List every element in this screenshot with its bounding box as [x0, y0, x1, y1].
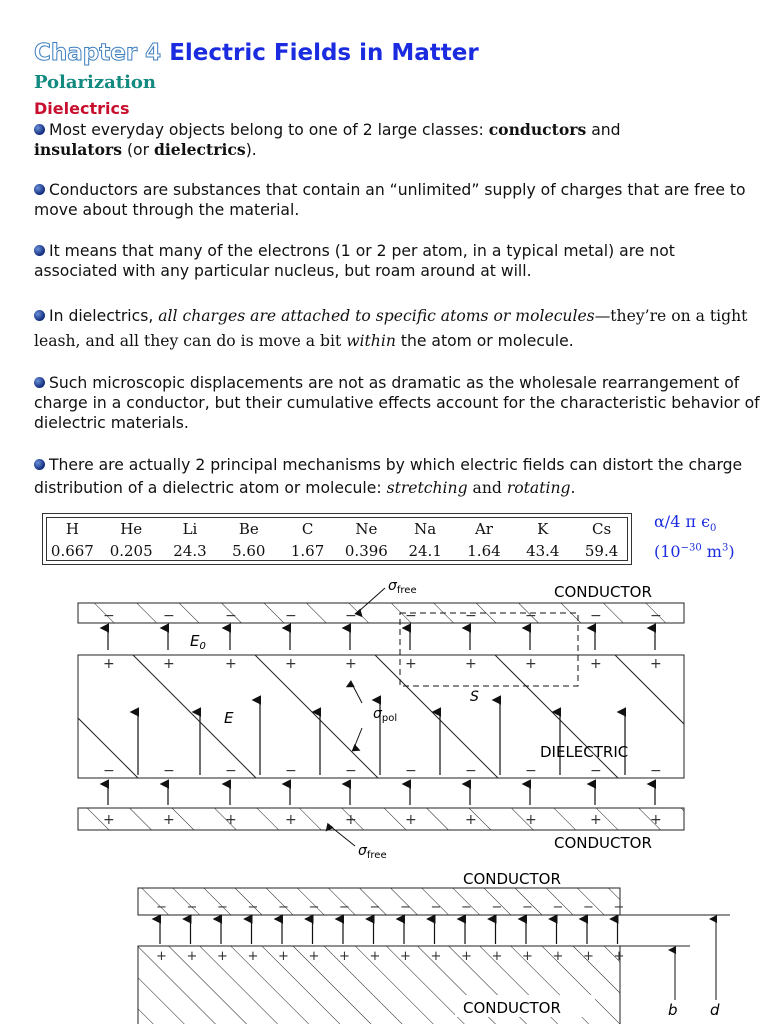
unit-label: ($10^{-30}$ $m^3$)	[654, 542, 735, 561]
minus-sign: −	[552, 900, 564, 915]
paragraph-6: There are actually 2 principal mechanisms by which electric fields can distort the charge distribution of a dielectric atom or molecule: stretching and rotating.	[34, 456, 743, 497]
element-symbol: He	[120, 520, 143, 538]
minus-sign: −	[163, 608, 175, 624]
chapter-title: Electric Fields in Matter	[169, 40, 479, 66]
dielectric-label: DIELECTRIC	[540, 743, 629, 761]
plus-sign: +	[285, 812, 297, 828]
plus-sign: +	[400, 949, 411, 964]
bullet-icon	[34, 310, 45, 321]
paragraph-5: Such microscopic displacements are not as dramatic as the wholesale rearrangement of charge in a conductor, but their cumulative effects account for the characteristic behavior of dielectric materials.	[34, 374, 760, 432]
minus-sign: −	[400, 900, 411, 915]
plus-sign: +	[650, 812, 662, 828]
page-title	[34, 40, 479, 66]
element-symbol: Na	[414, 520, 437, 538]
minus-sign: −	[465, 763, 477, 779]
element-symbol: Cs	[591, 520, 612, 538]
plus-sign: +	[465, 812, 477, 828]
bullet-icon	[34, 245, 45, 256]
paragraph-1: Most everyday objects belong to one of 2 large classes: conductors and insulators (or dielectrics).	[34, 120, 621, 159]
minus-sign: −	[225, 763, 237, 779]
bullet-icon	[34, 459, 45, 470]
plus-sign: +	[285, 656, 297, 672]
minus-sign: −	[590, 608, 602, 624]
element-symbol: H	[65, 520, 79, 538]
surface-label: S	[470, 689, 479, 705]
plus-sign: +	[405, 656, 417, 672]
plus-sign: +	[225, 656, 237, 672]
minus-sign: −	[163, 763, 175, 779]
polarizability-value: 24.3	[173, 542, 207, 560]
plus-sign: +	[339, 949, 350, 964]
bullet-icon	[34, 124, 45, 135]
bottom-conductor-label: CONDUCTOR	[554, 834, 652, 852]
plus-sign: +	[405, 812, 417, 828]
sigma-pol-label: $\sigma_{pol}$	[373, 706, 398, 724]
minus-sign: −	[583, 900, 594, 915]
plus-sign: +	[590, 812, 602, 828]
top-conductor-label: CONDUCTOR	[554, 583, 652, 601]
e0-label: $E_0$	[190, 632, 206, 652]
minus-sign: −	[103, 608, 115, 624]
subsection-heading: Dielectrics	[34, 99, 130, 118]
plus-sign: +	[247, 949, 259, 964]
polarizability-value: 5.60	[232, 542, 266, 560]
plus-sign: +	[461, 949, 472, 964]
fig2-conductor-mid-label: CONDUCTOR	[463, 999, 561, 1017]
polarizability-value: 43.4	[526, 542, 560, 560]
b-label: b	[668, 1001, 678, 1019]
plus-sign: +	[278, 949, 289, 964]
minus-sign: −	[369, 900, 381, 915]
minus-sign: −	[308, 900, 320, 915]
minus-sign: −	[405, 763, 417, 779]
polarizability-value: 0.396	[344, 542, 388, 560]
element-symbol: Be	[238, 520, 259, 538]
minus-sign: −	[525, 608, 537, 624]
minus-sign: −	[278, 900, 289, 915]
plus-sign: +	[308, 949, 320, 964]
minus-sign: −	[217, 900, 228, 915]
plus-sign: +	[156, 949, 167, 964]
minus-sign: −	[461, 900, 472, 915]
plus-sign: +	[345, 656, 357, 672]
plus-sign: +	[345, 812, 357, 828]
minus-sign: −	[103, 763, 115, 779]
plus-sign: +	[225, 812, 237, 828]
conductor-slab-figure	[0, 866, 768, 1024]
d-label: d	[710, 1001, 720, 1019]
sigma-free-bottom: $\sigma_{free}$	[358, 843, 387, 860]
polarizability-value: 0.667	[50, 542, 94, 560]
minus-sign: −	[156, 900, 167, 915]
section-heading: Polarization	[34, 72, 157, 93]
minus-sign: −	[650, 608, 662, 624]
minus-sign: −	[650, 763, 662, 779]
minus-sign: −	[522, 900, 533, 915]
minus-sign: −	[525, 763, 537, 779]
capacitor-dielectric-figure	[0, 570, 768, 860]
minus-sign: −	[491, 900, 503, 915]
element-symbol: K	[537, 520, 549, 538]
bullet-icon	[34, 377, 45, 388]
value-row	[43, 542, 631, 560]
plus-sign: +	[552, 949, 564, 964]
element-symbol: Ar	[474, 520, 493, 538]
plus-sign: +	[522, 949, 533, 964]
plus-sign: +	[103, 812, 115, 828]
plus-sign: +	[430, 949, 442, 964]
paragraph-2: Conductors are substances that contain an “unlimited” supply of charges that are free to move about through the material.	[34, 181, 746, 219]
plus-sign: +	[465, 656, 477, 672]
plus-sign: +	[103, 656, 115, 672]
polarizability-value: 1.64	[467, 542, 501, 560]
element-symbol: C	[301, 520, 314, 538]
minus-sign: −	[285, 608, 297, 624]
minus-sign: −	[345, 608, 357, 624]
minus-sign: −	[613, 900, 625, 915]
e-label: E	[224, 709, 234, 727]
chapter-label: Chapter 4	[34, 40, 162, 66]
minus-sign: −	[405, 608, 417, 624]
polarizability-value: 59.4	[584, 542, 619, 560]
minus-sign: −	[430, 900, 442, 915]
bullet-icon	[34, 184, 45, 195]
minus-sign: −	[465, 608, 477, 624]
minus-sign: −	[590, 763, 602, 779]
plus-sign: +	[613, 949, 625, 964]
plus-sign: +	[163, 656, 175, 672]
plus-sign: +	[590, 656, 602, 672]
paragraph-3: It means that many of the electrons (1 or 2 per atom, in a typical metal) are not associated with any particular nucleus, but roam around at will.	[34, 242, 675, 280]
minus-sign: −	[345, 763, 357, 779]
minus-sign: −	[247, 900, 259, 915]
quantity-label: α/4 π $\epsilon_0$	[654, 512, 717, 535]
minus-sign: −	[339, 900, 350, 915]
minus-sign: −	[285, 763, 297, 779]
polarizability-value: 0.205	[109, 542, 153, 560]
minus-sign: −	[225, 608, 237, 624]
polarizability-value: 24.1	[408, 542, 442, 560]
sigma-free-top: $\sigma_{free}$	[388, 578, 417, 596]
element-symbol: Ne	[355, 520, 378, 538]
polarizability-table	[42, 513, 632, 565]
plus-sign: +	[491, 949, 503, 964]
fig2-conductor-top-label: CONDUCTOR	[463, 870, 561, 888]
plus-sign: +	[525, 656, 537, 672]
polarizability-value: 1.67	[290, 542, 325, 560]
plus-sign: +	[525, 812, 537, 828]
minus-sign: −	[186, 900, 198, 915]
plus-sign: +	[650, 656, 662, 672]
plus-sign: +	[186, 949, 198, 964]
plus-sign: +	[369, 949, 381, 964]
plus-sign: +	[583, 949, 594, 964]
element-symbol: Li	[182, 520, 198, 538]
plus-sign: +	[163, 812, 175, 828]
plus-sign: +	[217, 949, 228, 964]
element-row	[43, 520, 631, 538]
paragraph-4: In dielectrics, all charges are attached to specific atoms or molecules—they’re on a tight leash, and all they can do is move a bit within the atom or molecule.	[34, 307, 748, 350]
